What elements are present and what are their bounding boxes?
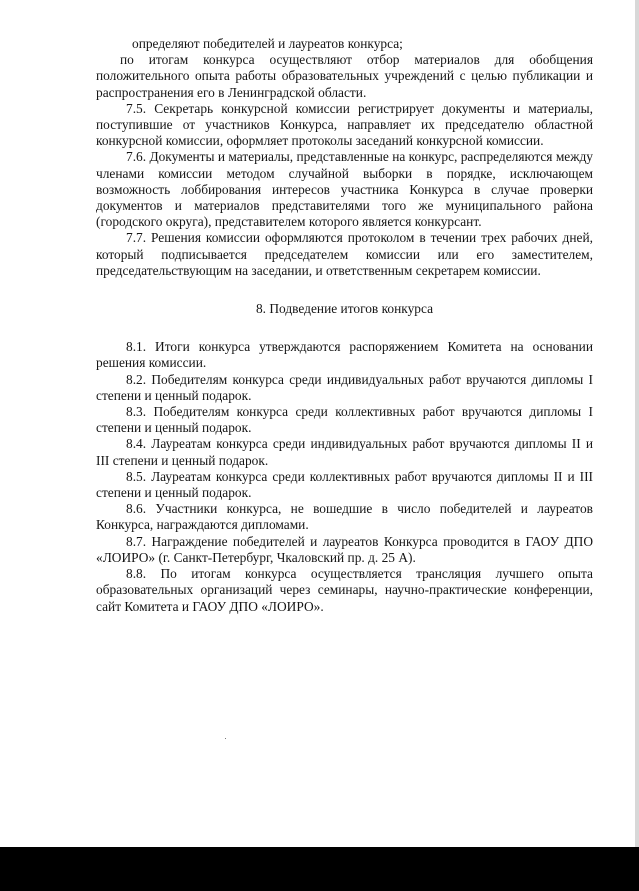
paragraph-7-7: 7.7. Решения комиссии оформляются протоколом в течении трех рабочих дней, который подписывается председателем комиссии или его заместителем, председательствующим на заседании, и ответственным секретарем комиссии. xyxy=(96,230,593,278)
paragraph-8-1: 8.1. Итоги конкурса утверждаются распоряжением Комитета на основании решения комиссии. xyxy=(96,339,593,371)
paragraph-7-6: 7.6. Документы и материалы, представленные на конкурс, распределяются между членами комиссии методом случайной выборки в порядке, исключающем возможность лоббирования интересов участника Конкурса в случае проверки документов и материалов представителями того же муниципального района (городского округа), представителем которого является конкурсант. xyxy=(96,149,593,230)
paragraph-7-4-item-b: по итогам конкурса осуществляют отбор материалов для обобщения положительного опыта работы образовательных учреждений с целью публикации и распространения его в Ленинградской области. xyxy=(96,52,593,100)
paragraph-7-4-item-a: определяют победителей и лауреатов конкурса; xyxy=(132,36,403,51)
document-body xyxy=(96,36,593,615)
paragraph-8-7: 8.7. Награждение победителей и лауреатов Конкурса проводится в ГАОУ ДПО «ЛОИРО» (г. Санкт-Петербург, Чкаловский пр. д. 25 А). xyxy=(96,533,593,565)
scan-bottom-border xyxy=(0,847,639,891)
paragraph-8-8: 8.8. По итогам конкурса осуществляется трансляция лучшего опыта образовательных организаций через семинары, научно-практические конференции, сайт Комитета и ГАОУ ДПО «ЛОИРО». xyxy=(96,566,593,614)
paragraph-8-3: 8.3. Победителям конкурса среди коллективных работ вручаются дипломы I степени и ценный подарок. xyxy=(96,404,593,436)
paragraph-8-5: 8.5. Лауреатам конкурса среди коллективных работ вручаются дипломы II и III степени и ценный подарок. xyxy=(96,468,593,501)
paragraph-8-4: 8.4. Лауреатам конкурса среди индивидуальных работ вручаются дипломы II и III степени и ценный подарок. xyxy=(96,436,593,468)
scan-speck xyxy=(225,738,226,739)
paragraph-8-6: 8.6. Участники конкурса, не вошедшие в число победителей и лауреатов Конкурса, награждаются дипломами. xyxy=(96,501,593,533)
paragraph-8-2: 8.2. Победителям конкурса среди индивидуальных работ вручаются дипломы I степени и ценный подарок. xyxy=(96,371,593,403)
section-8-heading: 8. Подведение итогов конкурса xyxy=(255,301,434,317)
paragraph-7-5: 7.5. Секретарь конкурсной комиссии регистрирует документы и материалы, поступившие от участников Конкурса, направляет их председателю областной конкурсной комиссии, оформляет протоколы заседаний конкурсной комиссии. xyxy=(96,100,593,149)
scan-edge-shadow xyxy=(635,0,639,847)
